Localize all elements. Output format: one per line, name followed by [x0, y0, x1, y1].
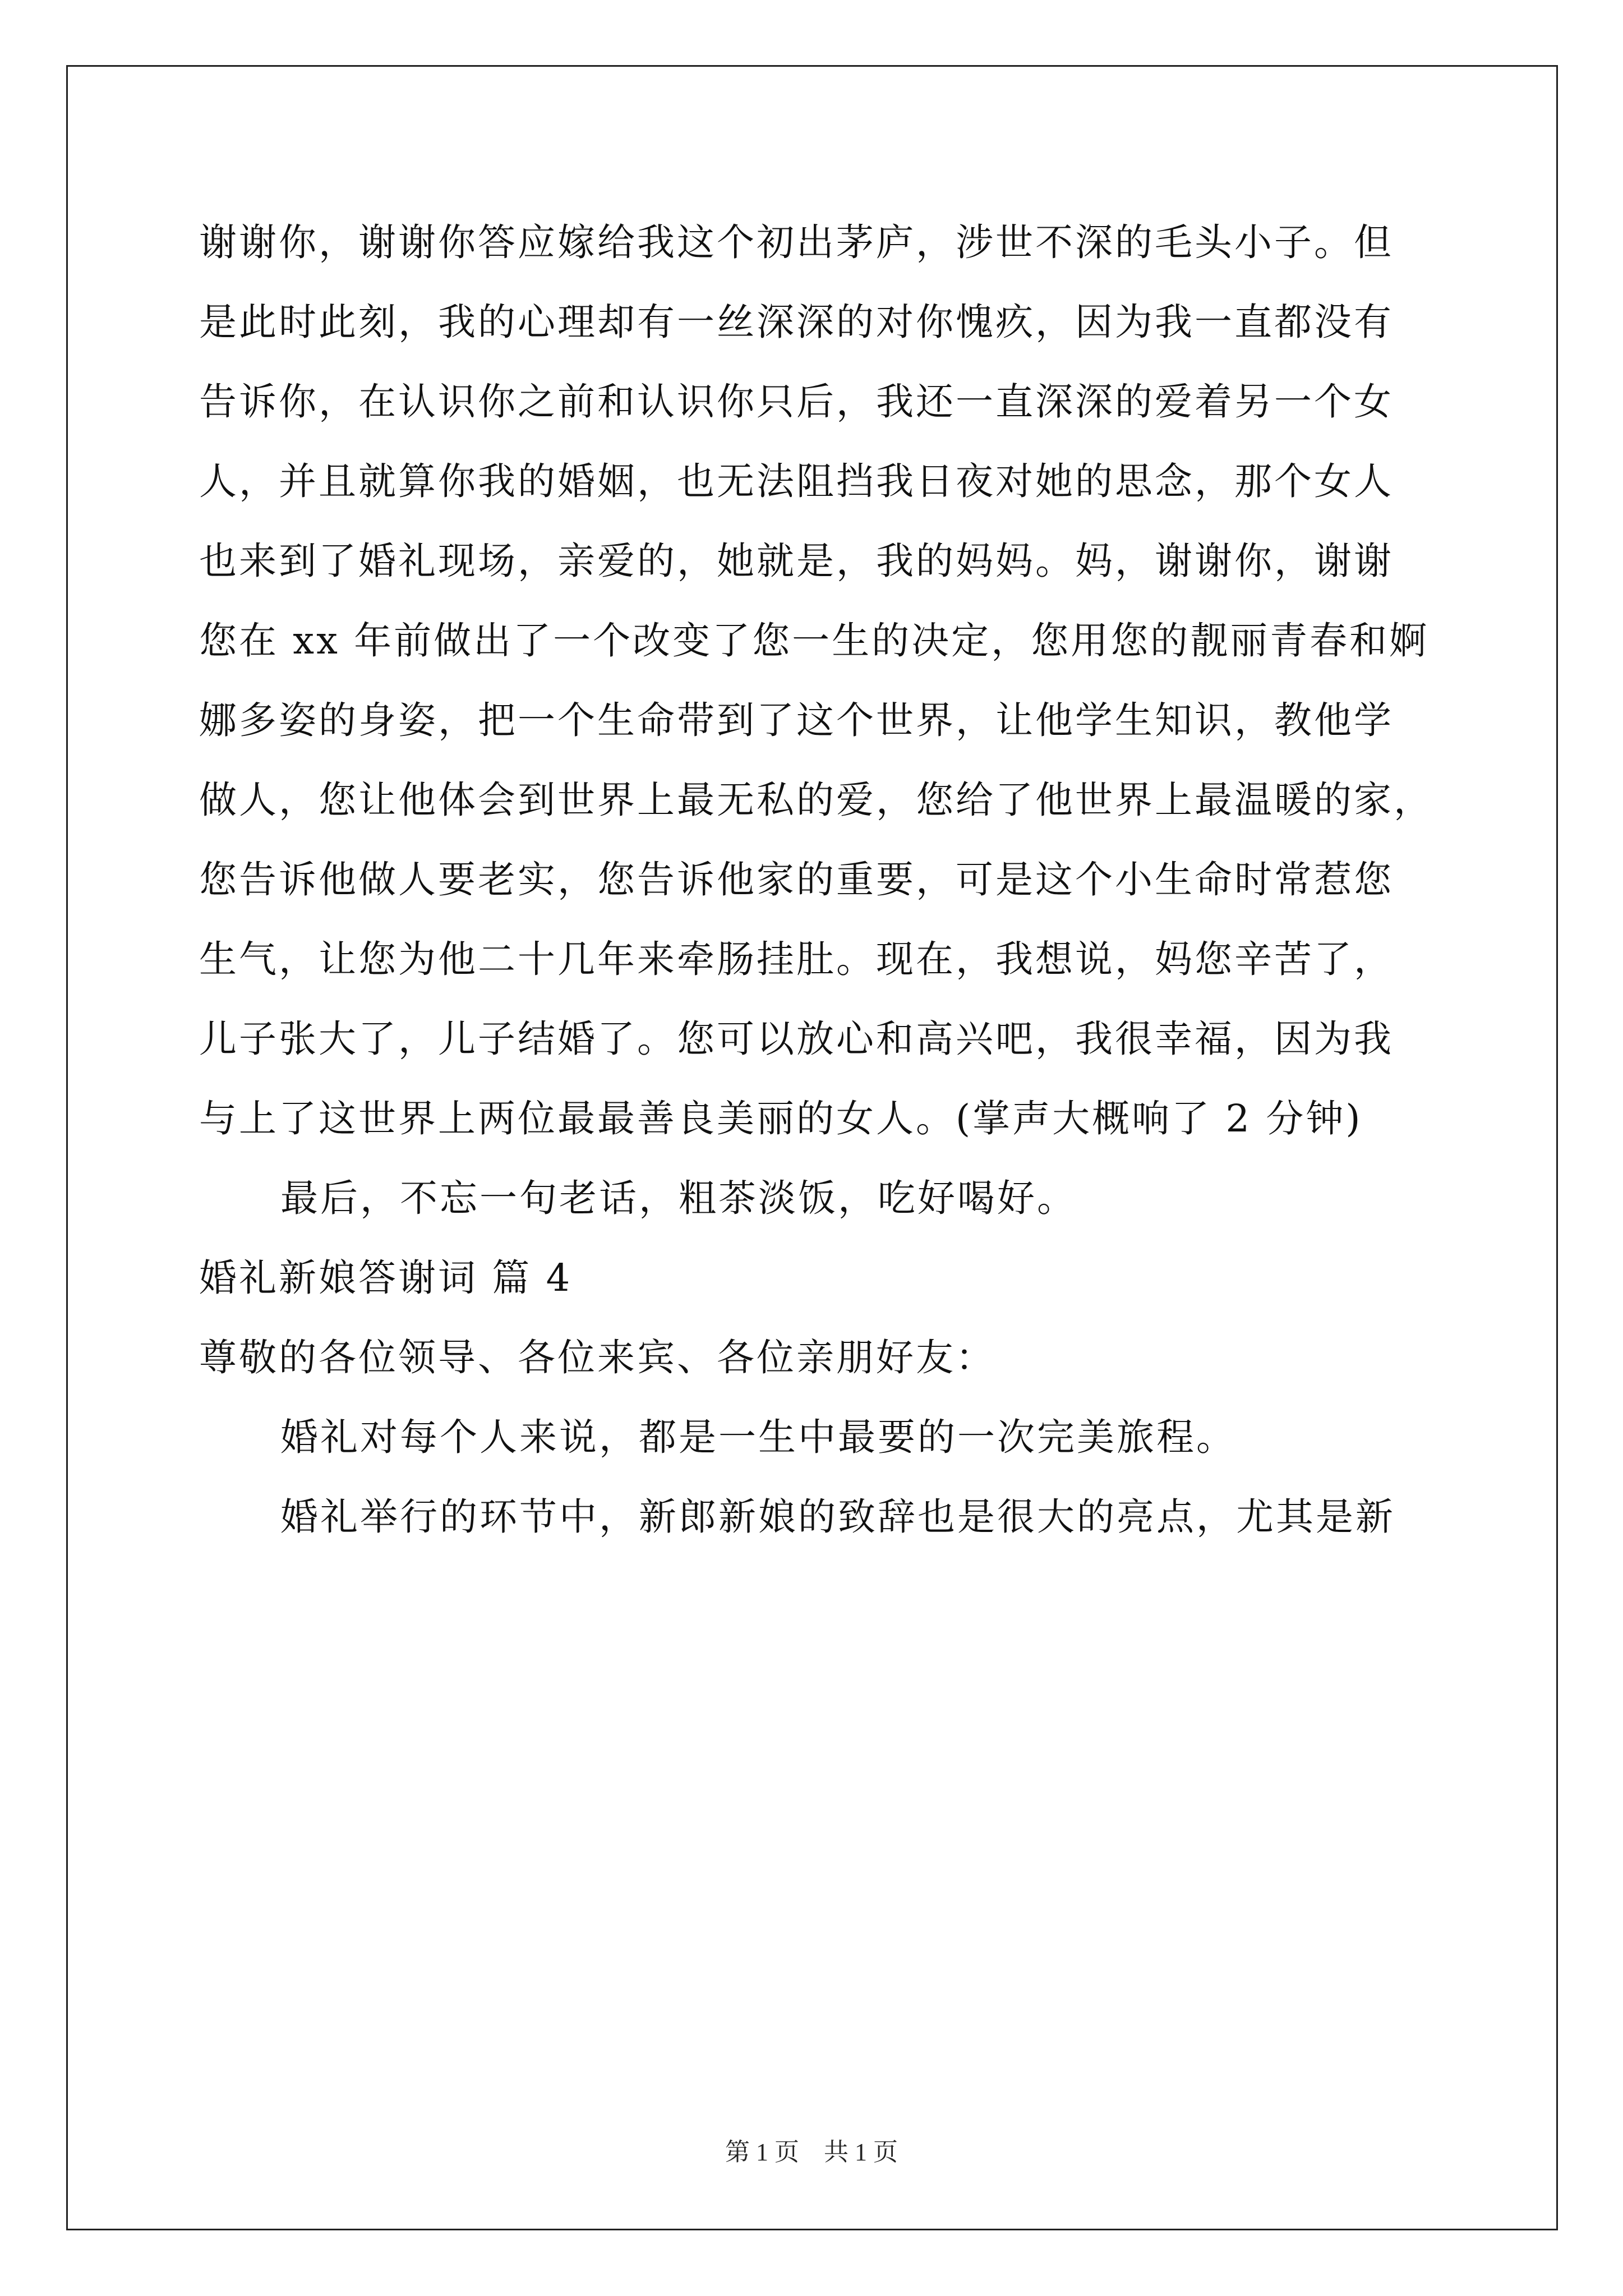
- paragraph-line: 也来到了婚礼现场，亲爱的，她就是，我的妈妈。妈，谢谢你，谢谢: [199, 539, 1394, 583]
- paragraph-line: 最后，不忘一句老话，粗茶淡饭，吃好喝好。: [280, 1176, 1077, 1220]
- paragraph-line: 婚礼对每个人来说，都是一生中最要的一次完美旅程。: [280, 1415, 1236, 1459]
- paragraph-line: 您在 xx 年前做出了一个改变了您一生的决定，您用您的靓丽青春和婀: [199, 619, 1430, 662]
- paragraph-line: 婚礼举行的环节中，新郎新娘的致辞也是很大的亮点，尤其是新: [280, 1495, 1395, 1539]
- paragraph-line: 娜多姿的身姿，把一个生命带到了这个世界，让他学生知识，教他学: [199, 698, 1394, 742]
- paragraph-line: 您告诉他做人要老实，您告诉他家的重要，可是这个小生命时常惹您: [199, 858, 1394, 901]
- page-footer: 第 1 页 共 1 页: [725, 2138, 898, 2166]
- paragraph-line: 与上了这世界上两位最最善良美丽的女人。(掌声大概响了 2 分钟): [199, 1097, 1363, 1140]
- section-heading: 婚礼新娘答谢词 篇 4: [199, 1256, 573, 1300]
- paragraph-line: 谢谢你，谢谢你答应嫁给我这个初出茅庐，涉世不深的毛头小子。但: [199, 220, 1394, 264]
- paragraph-line: 做人，您让他体会到世界上最无私的爱，您给了他世界上最温暖的家，: [199, 778, 1433, 822]
- paragraph-line: 人，并且就算你我的婚姻，也无法阻挡我日夜对她的思念，那个女人: [199, 459, 1394, 503]
- paragraph-line: 生气，让您为他二十几年来牵肠挂肚。现在，我想说，妈您辛苦了，: [199, 937, 1394, 981]
- paragraph-line: 儿子张大了，儿子结婚了。您可以放心和高兴吧，我很幸福，因为我: [199, 1017, 1394, 1061]
- paragraph-line: 是此时此刻，我的心理却有一丝深深的对你愧疚，因为我一直都没有: [199, 300, 1394, 344]
- paragraph-line: 告诉你，在认识你之前和认识你只后，我还一直深深的爱着另一个女: [199, 380, 1394, 424]
- salutation: 尊敬的各位领导、各位来宾、各位亲朋好友：: [199, 1336, 995, 1379]
